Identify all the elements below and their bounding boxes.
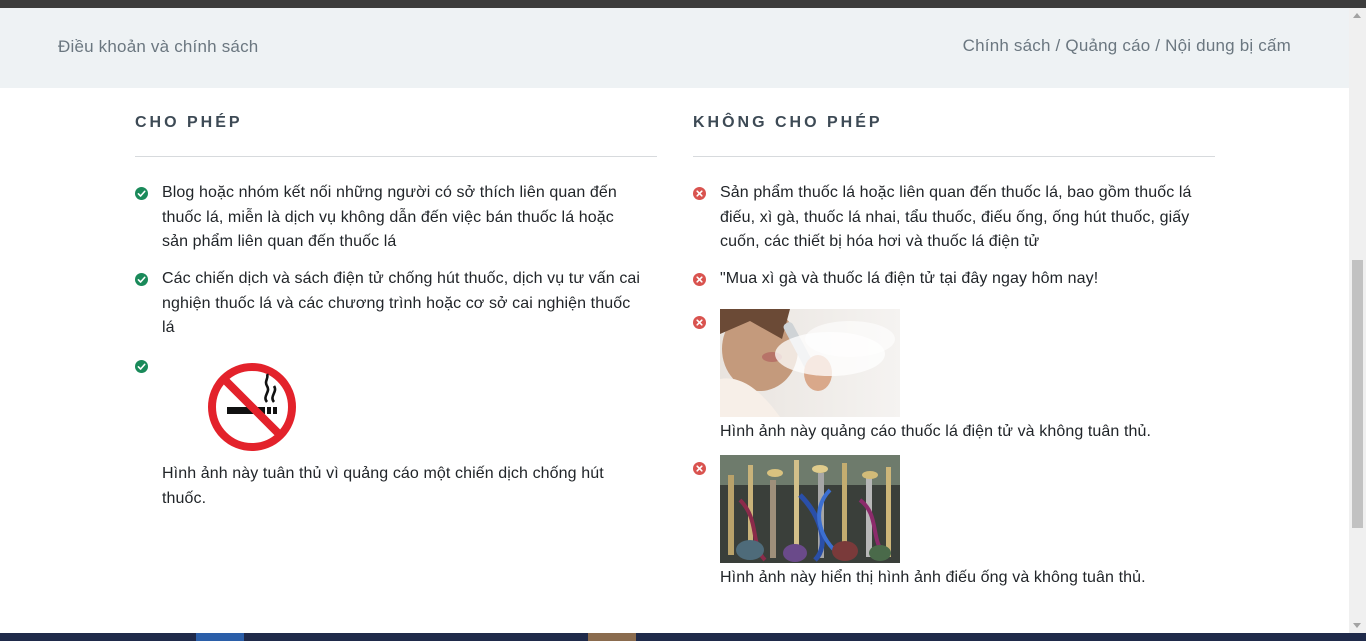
vertical-scrollbar[interactable]	[1349, 8, 1366, 633]
allowed-divider	[135, 156, 657, 157]
no-smoking-icon	[207, 362, 297, 452]
scroll-down-arrow-icon[interactable]	[1353, 623, 1361, 628]
taskbar-app-button[interactable]	[588, 633, 636, 641]
allowed-item-text: Blog hoặc nhóm kết nối những người có sở thích liên quan đến thuốc lá, miễn là dịch vụ không dẫn đến việc bán thuốc lá hoặc sản phẩm liên quan đến thuốc lá	[162, 184, 617, 250]
x-circle-icon	[693, 462, 706, 475]
header-title-link[interactable]: Điều khoản và chính sách	[58, 37, 259, 56]
check-circle-icon	[135, 273, 148, 286]
x-circle-icon	[693, 187, 706, 200]
disallowed-image-caption: Hình ảnh này quảng cáo thuốc lá điện tử và không tuân thủ.	[720, 423, 1152, 440]
disallowed-divider	[693, 156, 1215, 157]
hookah-photo	[720, 455, 900, 563]
disallowed-item-text: Sản phẩm thuốc lá hoặc liên quan đến thuốc lá, bao gồm thuốc lá điếu, xì gà, thuốc lá nhai, tẩu thuốc, điếu ống, ống hút thuốc, giấy cuốn, các thiết bị hóa hơi và thuốc lá điện tử	[720, 184, 1192, 250]
check-circle-icon	[135, 187, 148, 200]
allowed-title: CHO PHÉP	[135, 114, 243, 131]
vaping-photo	[720, 309, 900, 417]
os-taskbar	[0, 633, 1366, 641]
allowed-image-caption: Hình ảnh này tuân thủ vì quảng cáo một chiến dịch chống hút thuốc.	[162, 465, 604, 507]
check-circle-icon	[135, 360, 148, 373]
disallowed-image-caption: Hình ảnh này hiển thị hình ảnh điếu ống và không tuân thủ.	[720, 569, 1146, 586]
x-circle-icon	[693, 273, 706, 286]
allowed-item-text: Các chiến dịch và sách điện tử chống hút thuốc, dịch vụ tư vấn cai nghiện thuốc lá và các chương trình hoặc cơ sở cai nghiện thuốc lá	[162, 270, 641, 336]
page-header	[0, 8, 1349, 88]
breadcrumb[interactable]: Chính sách / Quảng cáo / Nội dung bị cấm	[962, 36, 1291, 55]
scroll-thumb[interactable]	[1352, 260, 1363, 528]
disallowed-item-text: "Mua xì gà và thuốc lá điện tử tại đây ngay hôm nay!	[720, 270, 1099, 287]
scroll-up-arrow-icon[interactable]	[1353, 13, 1361, 18]
disallowed-title: KHÔNG CHO PHÉP	[693, 114, 883, 131]
x-circle-icon	[693, 316, 706, 329]
browser-top-edge	[0, 0, 1366, 8]
taskbar-app-button[interactable]	[196, 633, 244, 641]
